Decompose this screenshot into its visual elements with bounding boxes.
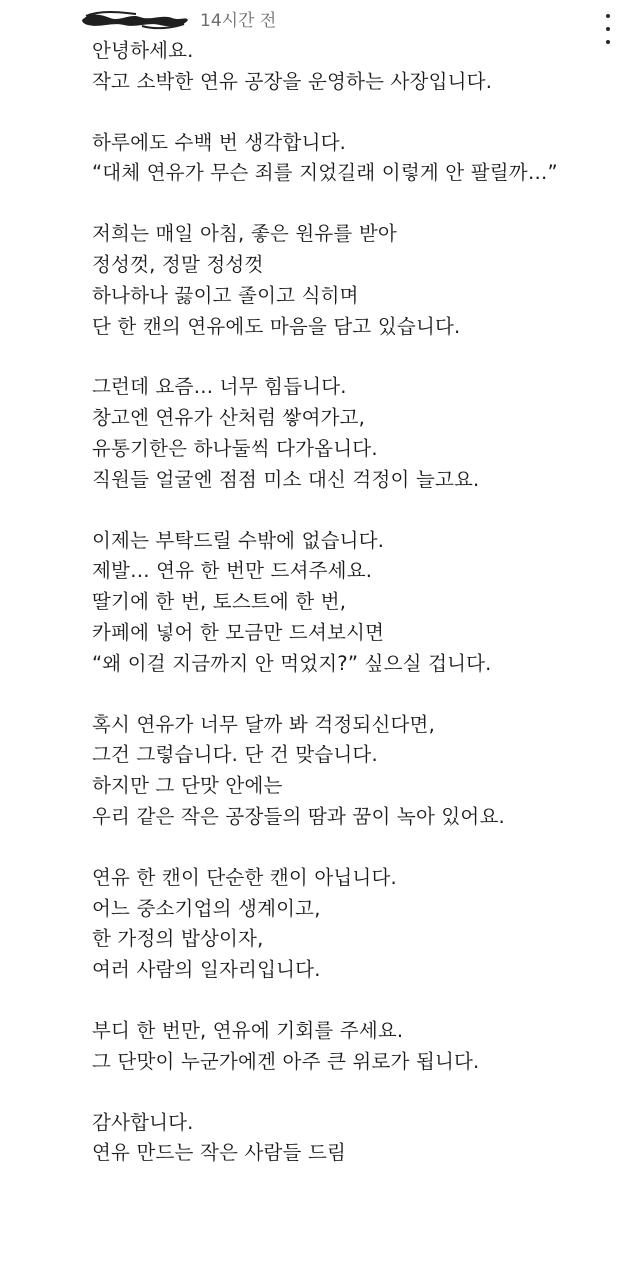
comment-text-line: 여러 사람의 일자리입니다. — [92, 958, 321, 982]
comment-text-line: 그 단맛이 누군가에겐 아주 큰 위로가 됩니다. — [92, 1049, 480, 1073]
comment-paragraph — [92, 710, 620, 833]
comment-paragraph — [92, 1016, 620, 1078]
comment-text-line: 그건 그렇습니다. 단 건 맞습니다. — [92, 743, 378, 767]
comment-text-line: 연유 만드는 작은 사람들 드림 — [92, 1141, 347, 1165]
comment-text-line: 카페에 넣어 한 모금만 드셔보시면 — [92, 620, 385, 644]
comment-text-line: 어느 중소기업의 생계이고, — [92, 896, 321, 920]
comment-text-line: 혹시 연유가 너무 달까 봐 걱정되신다면, — [92, 712, 435, 736]
comment-paragraph — [92, 219, 620, 342]
more-vertical-icon — [606, 14, 610, 18]
comment-text-line: “대체 연유가 무슨 죄를 지었길래 이렇게 안 팔릴까…” — [92, 161, 558, 185]
comment-paragraph — [92, 863, 620, 986]
comment-text-line: 유통기한은 하나둘씩 다가옵니다. — [92, 436, 378, 460]
comment-text-line: 부디 한 번만, 연유에 기회를 주세요. — [92, 1018, 404, 1042]
comment-text-line: 하지만 그 단맛 안에는 — [92, 774, 283, 798]
comment-text-line: 저희는 매일 아침, 좋은 원유를 받아 — [92, 222, 397, 246]
comment-paragraph — [92, 128, 620, 190]
comment-text-line: 하루에도 수백 번 생각합니다. — [92, 130, 347, 154]
redacted-author-name — [80, 10, 190, 30]
comment-text-line: “왜 이걸 지금까지 안 먹었지?” 싶으실 겁니다. — [92, 651, 492, 675]
comment-header — [78, 8, 640, 36]
comment-paragraph — [92, 1108, 620, 1170]
comment-text-line: 연유 한 캔이 단순한 캔이 아닙니다. — [92, 865, 397, 889]
comment-text-line: 딸기에 한 번, 토스트에 한 번, — [92, 590, 347, 614]
comment-text-line: 안녕하세요. — [92, 39, 194, 62]
comment-body — [92, 36, 620, 1199]
comment-timestamp: 14시간 전 — [200, 11, 277, 31]
comment-text-line: 그런데 요즘… 너무 힘듭니다. — [92, 375, 347, 399]
comment-text-line: 작고 소박한 연유 공장을 운영하는 사장입니다. — [92, 69, 493, 93]
comment-paragraph — [92, 526, 620, 680]
comment-text-line: 단 한 캔의 연유에도 마음을 담고 있습니다. — [92, 314, 461, 338]
comment-text-line: 이제는 부탁드릴 수밖에 없습니다. — [92, 528, 385, 552]
comment-text-line: 한 가정의 밥상이자, — [92, 927, 264, 951]
comment-text-line: 제발… 연유 한 번만 드셔주세요. — [92, 559, 373, 583]
comment-text-line: 우리 같은 작은 공장들의 땀과 꿈이 녹아 있어요. — [92, 804, 505, 828]
comment-text-line: 정성껏, 정말 정성껏 — [92, 252, 264, 276]
comment-paragraph — [92, 36, 620, 98]
comment-text-line: 하나하나 끓이고 졸이고 식히며 — [92, 283, 359, 307]
comment-text-line: 감사합니다. — [92, 1110, 194, 1134]
comment-text-line: 창고엔 연유가 산처럼 쌓여가고, — [92, 406, 366, 430]
comment-paragraph — [92, 372, 620, 495]
more-vertical-icon-dot — [606, 27, 610, 31]
comment-text-line: 직원들 얼굴엔 점점 미소 대신 걱정이 늘고요. — [92, 467, 480, 491]
